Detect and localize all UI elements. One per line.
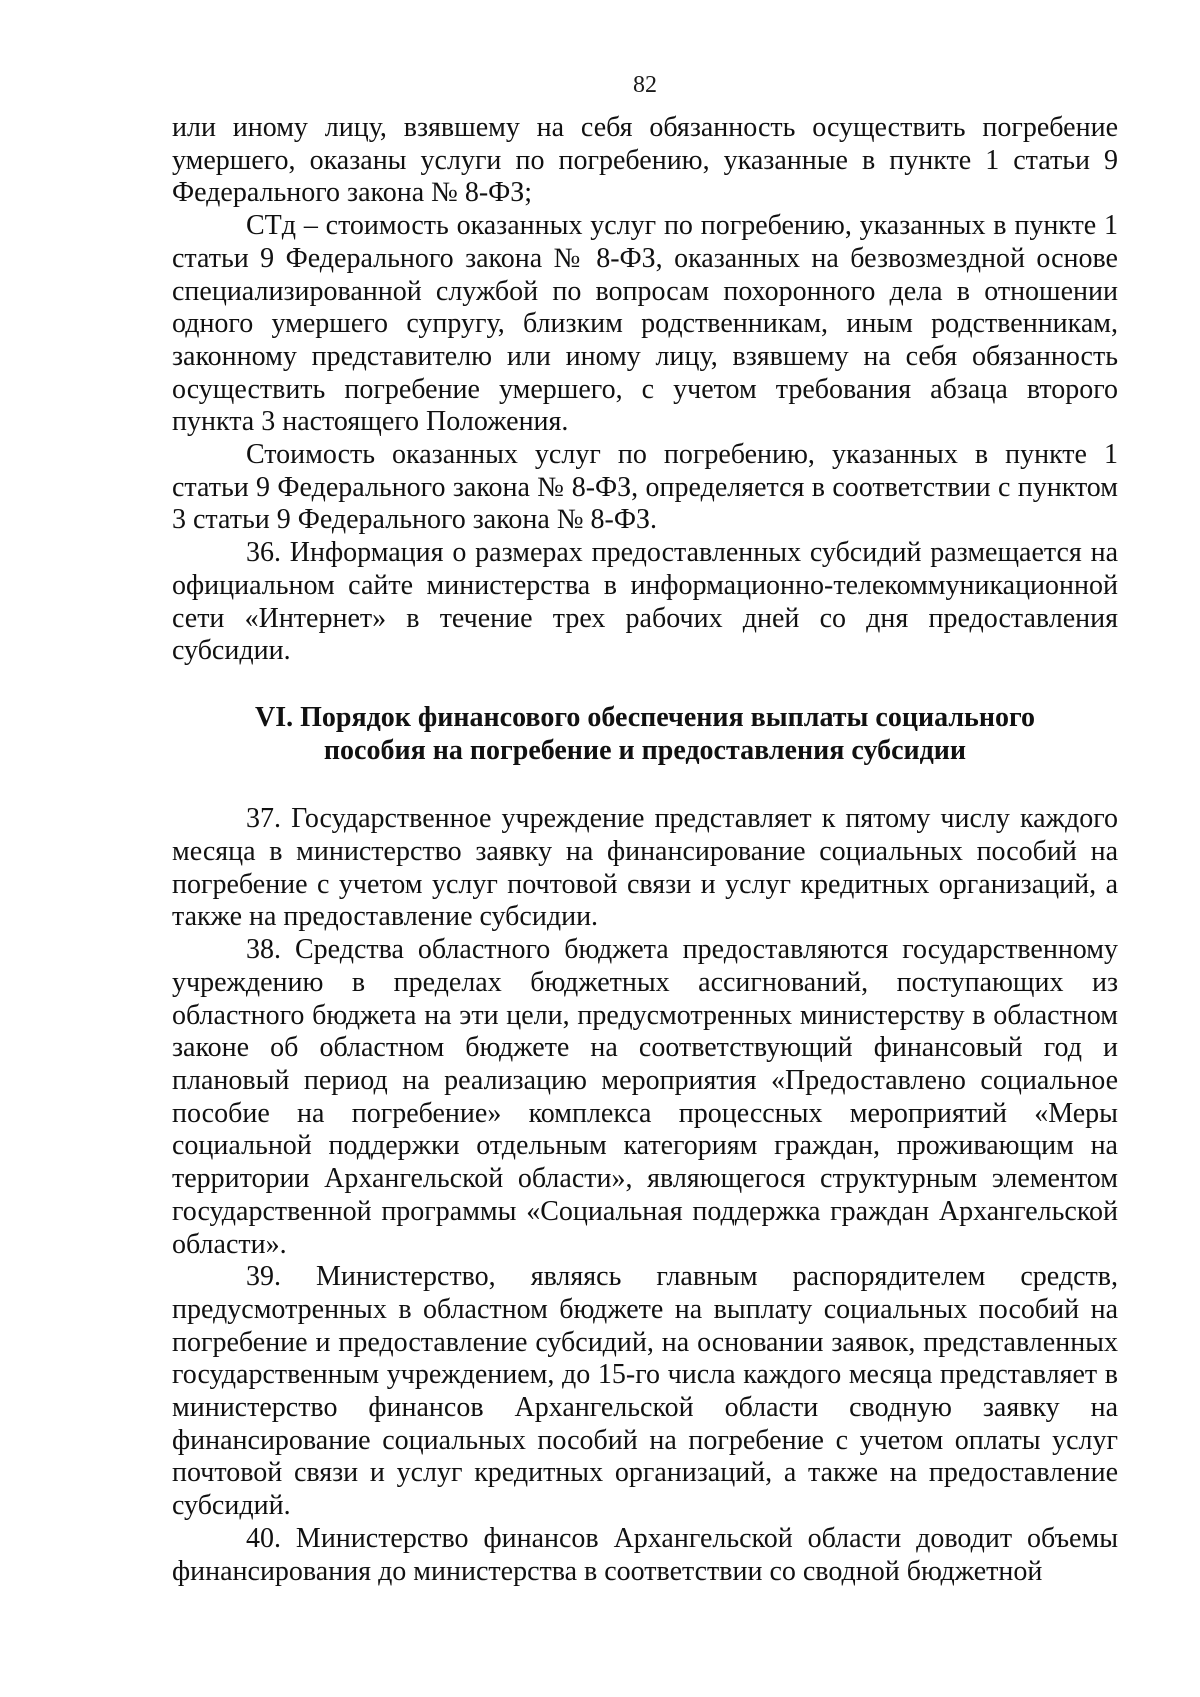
paragraph-item-40: 40. Министерство финансов Архангельской области доводит объемы финансирования до министерства в соответствии со сводной бюджетной	[172, 1522, 1118, 1587]
paragraph-std-definition: СТд – стоимость оказанных услуг по погребению, указанных в пункте 1 статьи 9 Федерального закона № 8-ФЗ, оказанных на безвозмездной основе специализированной службой по вопросам похоронного дела в отношении одного умершего супругу, близким родственникам, иным родственникам, законному представителю или иному лицу, взявшему на себя обязанность осуществить погребение умершего, с учетом требования абзаца второго пункта 3 настоящего Положения.	[172, 210, 1118, 438]
document-body	[172, 112, 1118, 1588]
page-number: 82	[633, 72, 657, 98]
paragraph-item-36: 36. Информация о размерах предоставленных субсидий размещается на официальном сайте министерства в информационно-телекоммуникационной сети «Интернет» в течение трех рабочих дней со дня предоставления субсидии.	[172, 537, 1118, 667]
section-heading-vi	[172, 702, 1118, 767]
paragraph-item-38: 38. Средства областного бюджета предоставляются государственному учреждению в пределах бюджетных ассигнований, поступающих из областного бюджета на эти цели, предусмотренных министерству в областном законе об областном бюджете на соответствующий финансовый год и плановый период на реализацию мероприятия «Предоставлено социальное пособие на погребение» комплекса процессных мероприятий «Меры социальной поддержки отдельным категориям граждан, проживающим на территории Архангельской области», являющегося структурным элементом государственной программы «Социальная поддержка граждан Архангельской области».	[172, 934, 1118, 1260]
section-heading-line-1: VI. Порядок финансового обеспечения выплаты социального	[254, 701, 1035, 733]
paragraph-cost-determination: Стоимость оказанных услуг по погребению, указанных в пункте 1 статьи 9 Федерального закона № 8-ФЗ, определяется в соответствии с пунктом 3 статьи 9 Федерального закона № 8-ФЗ.	[172, 439, 1118, 536]
paragraph-continuation: или иному лицу, взявшему на себя обязанность осуществить погребение умершего, оказаны услуги по погребению, указанные в пункте 1 статьи 9 Федерального закона № 8-ФЗ;	[172, 112, 1118, 209]
paragraph-item-37: 37. Государственное учреждение представляет к пятому числу каждого месяца в министерство заявку на финансирование социальных пособий на погребение с учетом услуг почтовой связи и услуг кредитных организаций, а также на предоставление субсидии.	[172, 803, 1118, 933]
section-heading-line-2: пособия на погребение и предоставления субсидии	[323, 734, 967, 766]
paragraph-item-39: 39. Министерство, являясь главным распорядителем средств, предусмотренных в областном бюджете на выплату социальных пособий на погребение и предоставление субсидий, на основании заявок, представленных государственным учреждением, до 15-го числа каждого месяца представляет в министерство финансов Архангельской области сводную заявку на финансирование социальных пособий на погребение с учетом оплаты услуг почтовой связи и услуг кредитных организаций, а также на предоставление субсидий.	[172, 1261, 1118, 1522]
